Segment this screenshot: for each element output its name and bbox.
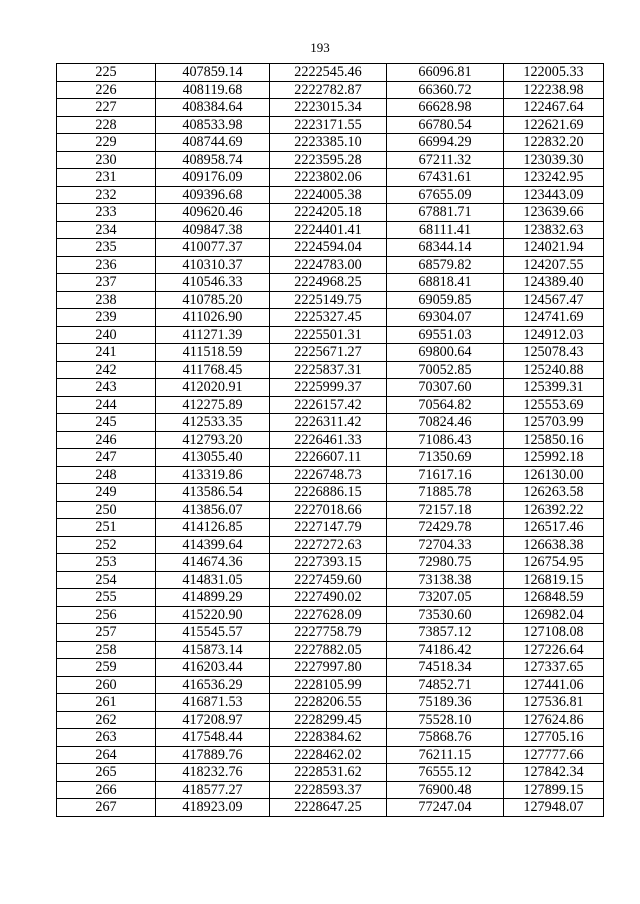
table-row — [57, 641, 604, 659]
table-row — [57, 484, 604, 502]
point-number-cell: 258 — [57, 641, 156, 659]
x-value-cell: 418577.27 — [156, 781, 270, 799]
point-number-cell: 229 — [57, 134, 156, 152]
z-value-cell: 66360.72 — [387, 81, 504, 99]
table-row — [57, 571, 604, 589]
z-value-cell: 67881.71 — [387, 204, 504, 222]
w-value-cell: 125703.99 — [504, 414, 604, 432]
z-value-cell: 73138.38 — [387, 571, 504, 589]
table-row — [57, 361, 604, 379]
point-number-cell: 251 — [57, 519, 156, 537]
table-row — [57, 326, 604, 344]
x-value-cell: 416871.53 — [156, 694, 270, 712]
point-number-cell: 245 — [57, 414, 156, 432]
x-value-cell: 409396.68 — [156, 186, 270, 204]
y-value-cell: 2223595.28 — [270, 151, 387, 169]
point-number-cell: 248 — [57, 466, 156, 484]
y-value-cell: 2228531.62 — [270, 764, 387, 782]
table-body — [57, 64, 604, 817]
table-row — [57, 221, 604, 239]
z-value-cell: 66628.98 — [387, 99, 504, 117]
table-row — [57, 729, 604, 747]
table-row — [57, 449, 604, 467]
y-value-cell: 2227628.09 — [270, 606, 387, 624]
point-number-cell: 256 — [57, 606, 156, 624]
y-value-cell: 2228593.37 — [270, 781, 387, 799]
y-value-cell: 2225671.27 — [270, 344, 387, 362]
x-value-cell: 411768.45 — [156, 361, 270, 379]
y-value-cell: 2226311.42 — [270, 414, 387, 432]
x-value-cell: 417548.44 — [156, 729, 270, 747]
x-value-cell: 408533.98 — [156, 116, 270, 134]
z-value-cell: 66780.54 — [387, 116, 504, 134]
point-number-cell: 226 — [57, 81, 156, 99]
z-value-cell: 73530.60 — [387, 606, 504, 624]
x-value-cell: 416203.44 — [156, 659, 270, 677]
x-value-cell: 412793.20 — [156, 431, 270, 449]
y-value-cell: 2225501.31 — [270, 326, 387, 344]
table-row — [57, 116, 604, 134]
y-value-cell: 2227018.66 — [270, 501, 387, 519]
z-value-cell: 77247.04 — [387, 799, 504, 817]
w-value-cell: 127777.66 — [504, 746, 604, 764]
w-value-cell: 123242.95 — [504, 169, 604, 187]
table-row — [57, 81, 604, 99]
point-number-cell: 238 — [57, 291, 156, 309]
z-value-cell: 75868.76 — [387, 729, 504, 747]
x-value-cell: 414674.36 — [156, 554, 270, 572]
y-value-cell: 2225999.37 — [270, 379, 387, 397]
table-row — [57, 519, 604, 537]
x-value-cell: 411518.59 — [156, 344, 270, 362]
x-value-cell: 410077.37 — [156, 239, 270, 257]
y-value-cell: 2224594.04 — [270, 239, 387, 257]
z-value-cell: 74186.42 — [387, 641, 504, 659]
point-number-cell: 236 — [57, 256, 156, 274]
x-value-cell: 408384.64 — [156, 99, 270, 117]
x-value-cell: 412533.35 — [156, 414, 270, 432]
table-row — [57, 554, 604, 572]
y-value-cell: 2226748.73 — [270, 466, 387, 484]
y-value-cell: 2226461.33 — [270, 431, 387, 449]
table-row — [57, 344, 604, 362]
table-row — [57, 694, 604, 712]
z-value-cell: 72980.75 — [387, 554, 504, 572]
w-value-cell: 125078.43 — [504, 344, 604, 362]
point-number-cell: 259 — [57, 659, 156, 677]
w-value-cell: 126263.58 — [504, 484, 604, 502]
x-value-cell: 416536.29 — [156, 676, 270, 694]
y-value-cell: 2227758.79 — [270, 624, 387, 642]
y-value-cell: 2227393.15 — [270, 554, 387, 572]
table-row — [57, 169, 604, 187]
y-value-cell: 2225149.75 — [270, 291, 387, 309]
w-value-cell: 127536.81 — [504, 694, 604, 712]
w-value-cell: 127624.86 — [504, 711, 604, 729]
z-value-cell: 69800.64 — [387, 344, 504, 362]
table-row — [57, 501, 604, 519]
point-number-cell: 227 — [57, 99, 156, 117]
point-number-cell: 247 — [57, 449, 156, 467]
w-value-cell: 122621.69 — [504, 116, 604, 134]
table-row — [57, 379, 604, 397]
w-value-cell: 127108.08 — [504, 624, 604, 642]
x-value-cell: 414831.05 — [156, 571, 270, 589]
x-value-cell: 409176.09 — [156, 169, 270, 187]
w-value-cell: 127948.07 — [504, 799, 604, 817]
y-value-cell: 2228299.45 — [270, 711, 387, 729]
z-value-cell: 67211.32 — [387, 151, 504, 169]
x-value-cell: 413586.54 — [156, 484, 270, 502]
y-value-cell: 2223015.34 — [270, 99, 387, 117]
y-value-cell: 2223802.06 — [270, 169, 387, 187]
table-row — [57, 711, 604, 729]
table-row — [57, 291, 604, 309]
table-row — [57, 134, 604, 152]
point-number-cell: 254 — [57, 571, 156, 589]
table-row — [57, 256, 604, 274]
y-value-cell: 2224005.38 — [270, 186, 387, 204]
w-value-cell: 125399.31 — [504, 379, 604, 397]
point-number-cell: 261 — [57, 694, 156, 712]
point-number-cell: 225 — [57, 64, 156, 82]
x-value-cell: 409620.46 — [156, 204, 270, 222]
y-value-cell: 2228105.99 — [270, 676, 387, 694]
x-value-cell: 413856.07 — [156, 501, 270, 519]
point-number-cell: 257 — [57, 624, 156, 642]
point-number-cell: 264 — [57, 746, 156, 764]
z-value-cell: 70824.46 — [387, 414, 504, 432]
x-value-cell: 418923.09 — [156, 799, 270, 817]
table-row — [57, 676, 604, 694]
z-value-cell: 68818.41 — [387, 274, 504, 292]
z-value-cell: 72704.33 — [387, 536, 504, 554]
w-value-cell: 125553.69 — [504, 396, 604, 414]
z-value-cell: 70307.60 — [387, 379, 504, 397]
point-number-cell: 253 — [57, 554, 156, 572]
table-row — [57, 764, 604, 782]
w-value-cell: 126517.46 — [504, 519, 604, 537]
w-value-cell: 123832.63 — [504, 221, 604, 239]
z-value-cell: 71617.16 — [387, 466, 504, 484]
w-value-cell: 127441.06 — [504, 676, 604, 694]
y-value-cell: 2227147.79 — [270, 519, 387, 537]
z-value-cell: 74518.34 — [387, 659, 504, 677]
z-value-cell: 73207.05 — [387, 589, 504, 607]
y-value-cell: 2222545.46 — [270, 64, 387, 82]
point-number-cell: 255 — [57, 589, 156, 607]
z-value-cell: 67655.09 — [387, 186, 504, 204]
w-value-cell: 125850.16 — [504, 431, 604, 449]
table-row — [57, 746, 604, 764]
table-row — [57, 536, 604, 554]
point-number-cell: 265 — [57, 764, 156, 782]
point-number-cell: 228 — [57, 116, 156, 134]
x-value-cell: 413055.40 — [156, 449, 270, 467]
y-value-cell: 2227997.80 — [270, 659, 387, 677]
z-value-cell: 69304.07 — [387, 309, 504, 327]
z-value-cell: 73857.12 — [387, 624, 504, 642]
z-value-cell: 71086.43 — [387, 431, 504, 449]
z-value-cell: 70564.82 — [387, 396, 504, 414]
x-value-cell: 408119.68 — [156, 81, 270, 99]
table-row — [57, 186, 604, 204]
z-value-cell: 74852.71 — [387, 676, 504, 694]
w-value-cell: 124389.40 — [504, 274, 604, 292]
table-row — [57, 431, 604, 449]
point-number-cell: 246 — [57, 431, 156, 449]
w-value-cell: 125240.88 — [504, 361, 604, 379]
point-number-cell: 244 — [57, 396, 156, 414]
x-value-cell: 411271.39 — [156, 326, 270, 344]
y-value-cell: 2226886.15 — [270, 484, 387, 502]
table-row — [57, 396, 604, 414]
y-value-cell: 2225327.45 — [270, 309, 387, 327]
z-value-cell: 71350.69 — [387, 449, 504, 467]
y-value-cell: 2227490.02 — [270, 589, 387, 607]
point-number-cell: 235 — [57, 239, 156, 257]
z-value-cell: 66096.81 — [387, 64, 504, 82]
z-value-cell: 66994.29 — [387, 134, 504, 152]
point-number-cell: 263 — [57, 729, 156, 747]
y-value-cell: 2222782.87 — [270, 81, 387, 99]
coordinates-table — [56, 63, 604, 817]
x-value-cell: 409847.38 — [156, 221, 270, 239]
z-value-cell: 69551.03 — [387, 326, 504, 344]
x-value-cell: 415220.90 — [156, 606, 270, 624]
y-value-cell: 2228647.25 — [270, 799, 387, 817]
y-value-cell: 2228384.62 — [270, 729, 387, 747]
table-row — [57, 64, 604, 82]
point-number-cell: 266 — [57, 781, 156, 799]
table-row — [57, 606, 604, 624]
point-number-cell: 233 — [57, 204, 156, 222]
point-number-cell: 252 — [57, 536, 156, 554]
y-value-cell: 2226607.11 — [270, 449, 387, 467]
x-value-cell: 410785.20 — [156, 291, 270, 309]
w-value-cell: 122832.20 — [504, 134, 604, 152]
w-value-cell: 122238.98 — [504, 81, 604, 99]
point-number-cell: 232 — [57, 186, 156, 204]
w-value-cell: 127337.65 — [504, 659, 604, 677]
z-value-cell: 75189.36 — [387, 694, 504, 712]
point-number-cell: 242 — [57, 361, 156, 379]
page-number: 193 — [310, 40, 330, 55]
w-value-cell: 126754.95 — [504, 554, 604, 572]
table-row — [57, 781, 604, 799]
w-value-cell: 127899.15 — [504, 781, 604, 799]
point-number-cell: 234 — [57, 221, 156, 239]
x-value-cell: 411026.90 — [156, 309, 270, 327]
w-value-cell: 123639.66 — [504, 204, 604, 222]
w-value-cell: 127842.34 — [504, 764, 604, 782]
table-row — [57, 239, 604, 257]
w-value-cell: 122005.33 — [504, 64, 604, 82]
z-value-cell: 67431.61 — [387, 169, 504, 187]
point-number-cell: 239 — [57, 309, 156, 327]
x-value-cell: 410310.37 — [156, 256, 270, 274]
x-value-cell: 407859.14 — [156, 64, 270, 82]
table-row — [57, 274, 604, 292]
y-value-cell: 2228462.02 — [270, 746, 387, 764]
w-value-cell: 123443.09 — [504, 186, 604, 204]
y-value-cell: 2225837.31 — [270, 361, 387, 379]
z-value-cell: 72429.78 — [387, 519, 504, 537]
x-value-cell: 414126.85 — [156, 519, 270, 537]
z-value-cell: 76211.15 — [387, 746, 504, 764]
x-value-cell: 418232.76 — [156, 764, 270, 782]
y-value-cell: 2227272.63 — [270, 536, 387, 554]
point-number-cell: 267 — [57, 799, 156, 817]
z-value-cell: 68111.41 — [387, 221, 504, 239]
z-value-cell: 68579.82 — [387, 256, 504, 274]
y-value-cell: 2224968.25 — [270, 274, 387, 292]
x-value-cell: 412020.91 — [156, 379, 270, 397]
w-value-cell: 124912.03 — [504, 326, 604, 344]
table-row — [57, 414, 604, 432]
y-value-cell: 2228206.55 — [270, 694, 387, 712]
y-value-cell: 2223171.55 — [270, 116, 387, 134]
table-row — [57, 466, 604, 484]
table-row — [57, 99, 604, 117]
x-value-cell: 412275.89 — [156, 396, 270, 414]
x-value-cell: 414399.64 — [156, 536, 270, 554]
y-value-cell: 2226157.42 — [270, 396, 387, 414]
x-value-cell: 410546.33 — [156, 274, 270, 292]
x-value-cell: 408958.74 — [156, 151, 270, 169]
w-value-cell: 126130.00 — [504, 466, 604, 484]
x-value-cell: 408744.69 — [156, 134, 270, 152]
y-value-cell: 2223385.10 — [270, 134, 387, 152]
w-value-cell: 126982.04 — [504, 606, 604, 624]
z-value-cell: 75528.10 — [387, 711, 504, 729]
y-value-cell: 2227882.05 — [270, 641, 387, 659]
w-value-cell: 127226.64 — [504, 641, 604, 659]
y-value-cell: 2227459.60 — [270, 571, 387, 589]
w-value-cell: 127705.16 — [504, 729, 604, 747]
point-number-cell: 230 — [57, 151, 156, 169]
z-value-cell: 71885.78 — [387, 484, 504, 502]
point-number-cell: 262 — [57, 711, 156, 729]
w-value-cell: 124207.55 — [504, 256, 604, 274]
table-row — [57, 624, 604, 642]
w-value-cell: 123039.30 — [504, 151, 604, 169]
z-value-cell: 76900.48 — [387, 781, 504, 799]
point-number-cell: 249 — [57, 484, 156, 502]
w-value-cell: 124567.47 — [504, 291, 604, 309]
point-number-cell: 250 — [57, 501, 156, 519]
x-value-cell: 417889.76 — [156, 746, 270, 764]
z-value-cell: 68344.14 — [387, 239, 504, 257]
x-value-cell: 415545.57 — [156, 624, 270, 642]
w-value-cell: 126848.59 — [504, 589, 604, 607]
z-value-cell: 69059.85 — [387, 291, 504, 309]
w-value-cell: 126819.15 — [504, 571, 604, 589]
table-row — [57, 204, 604, 222]
w-value-cell: 122467.64 — [504, 99, 604, 117]
z-value-cell: 70052.85 — [387, 361, 504, 379]
table-row — [57, 309, 604, 327]
table-row — [57, 151, 604, 169]
point-number-cell: 237 — [57, 274, 156, 292]
w-value-cell: 126392.22 — [504, 501, 604, 519]
y-value-cell: 2224783.00 — [270, 256, 387, 274]
x-value-cell: 415873.14 — [156, 641, 270, 659]
x-value-cell: 417208.97 — [156, 711, 270, 729]
w-value-cell: 125992.18 — [504, 449, 604, 467]
point-number-cell: 260 — [57, 676, 156, 694]
table-row — [57, 659, 604, 677]
point-number-cell: 241 — [57, 344, 156, 362]
point-number-cell: 243 — [57, 379, 156, 397]
point-number-cell: 231 — [57, 169, 156, 187]
x-value-cell: 413319.86 — [156, 466, 270, 484]
y-value-cell: 2224205.18 — [270, 204, 387, 222]
table-row — [57, 799, 604, 817]
w-value-cell: 124741.69 — [504, 309, 604, 327]
table-row — [57, 589, 604, 607]
y-value-cell: 2224401.41 — [270, 221, 387, 239]
x-value-cell: 414899.29 — [156, 589, 270, 607]
w-value-cell: 124021.94 — [504, 239, 604, 257]
w-value-cell: 126638.38 — [504, 536, 604, 554]
z-value-cell: 76555.12 — [387, 764, 504, 782]
point-number-cell: 240 — [57, 326, 156, 344]
z-value-cell: 72157.18 — [387, 501, 504, 519]
